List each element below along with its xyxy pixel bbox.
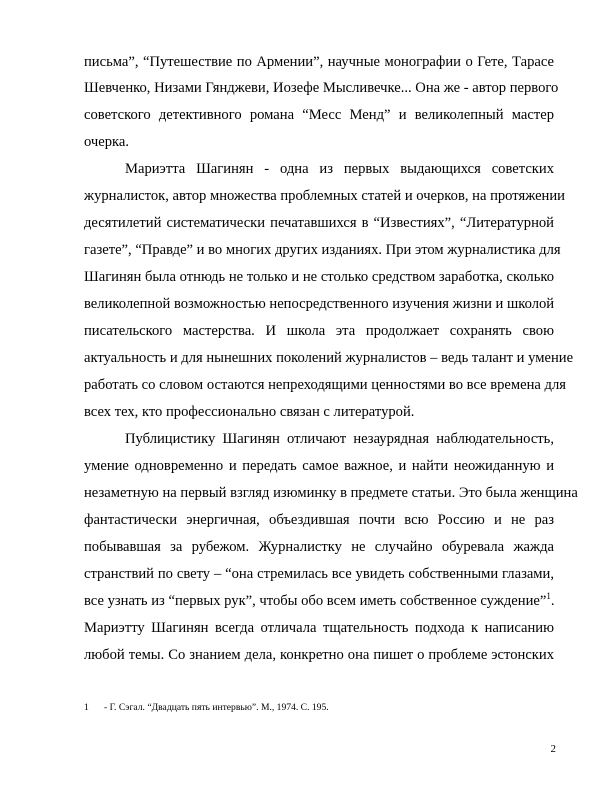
text-line: письма”, “Путешествие по Армении”, научные монографии о Гете, Тарасе [84, 54, 554, 70]
text-line: советского детективного романа “Месс Менд” и великолепный мастер [84, 107, 554, 123]
text-line: десятилетий систематически печатавшихся в “Известиях”, “Литературной [84, 215, 554, 231]
text-line: фантастически энергичная, объездившая почти всю Россию и не раз [84, 512, 554, 528]
page-number: 2 [550, 743, 556, 755]
text-line: журналисток, автор множества проблемных статей и очерков, на протяжении [84, 188, 565, 204]
text-line: любой темы. Со знанием дела, конкретно она пишет о проблеме эстонских [84, 647, 554, 663]
text-line: великолепной возможностью непосредственного изучения жизни и школой [84, 296, 555, 312]
footnote-number: 1 [84, 702, 89, 713]
text-line-content: все узнать из “первых рук”, чтобы обо всем иметь собственное суждение” [84, 593, 547, 609]
footnote [84, 702, 554, 714]
footnote-text: - Г. Сэгал. “Двадцать пять интервью”. М., 1974. С. 195. [104, 702, 329, 713]
text-line: Шагинян была отнюдь не только и не столько средством заработка, сколько [84, 269, 554, 285]
text-line: все узнать из “первых рук”, чтобы обо всем иметь собственное суждение”$^1$. [84, 591, 555, 609]
text-line: писательского мастерства. И школа эта продолжает сохранять свою [84, 323, 554, 339]
text-line: актуальность и для нынешних поколений журналистов – ведь талант и умение [84, 350, 574, 366]
text-line: странствий по свету – “она стремилась все увидеть собственными глазами, [84, 566, 554, 582]
text-line: работать со словом остаются непреходящими ценностями во все времена для [84, 377, 566, 393]
text-line: незаметную на первый взгляд изюминку в предмете статьи. Это была женщина [84, 485, 578, 501]
text-line: Мариэтта Шагинян - одна из первых выдающихся советских [125, 161, 554, 177]
text-line: умение одновременно и передать самое важное, и найти неожиданную и [84, 458, 554, 474]
text-line: Публицистику Шагинян отличают незаурядная наблюдательность, [125, 431, 554, 447]
text-line: очерка. [84, 134, 130, 150]
text-line: побывавшая за рубежом. Журналистку не случайно обуревала жажда [84, 539, 554, 555]
text-line: Шевченко, Низами Гянджеви, Иозефе Мысливечке... Она же - автор первого [84, 80, 559, 96]
footnote-reference[interactable]: 1 [546, 591, 551, 602]
text-line: всех тех, кто профессионально связан с литературой. [84, 404, 415, 420]
text-line: газете”, “Правде” и во многих других изданиях. При этом журналистика для [84, 242, 561, 258]
text-line: Мариэтту Шагинян всегда отличала тщательность подхода к написанию [84, 620, 554, 636]
